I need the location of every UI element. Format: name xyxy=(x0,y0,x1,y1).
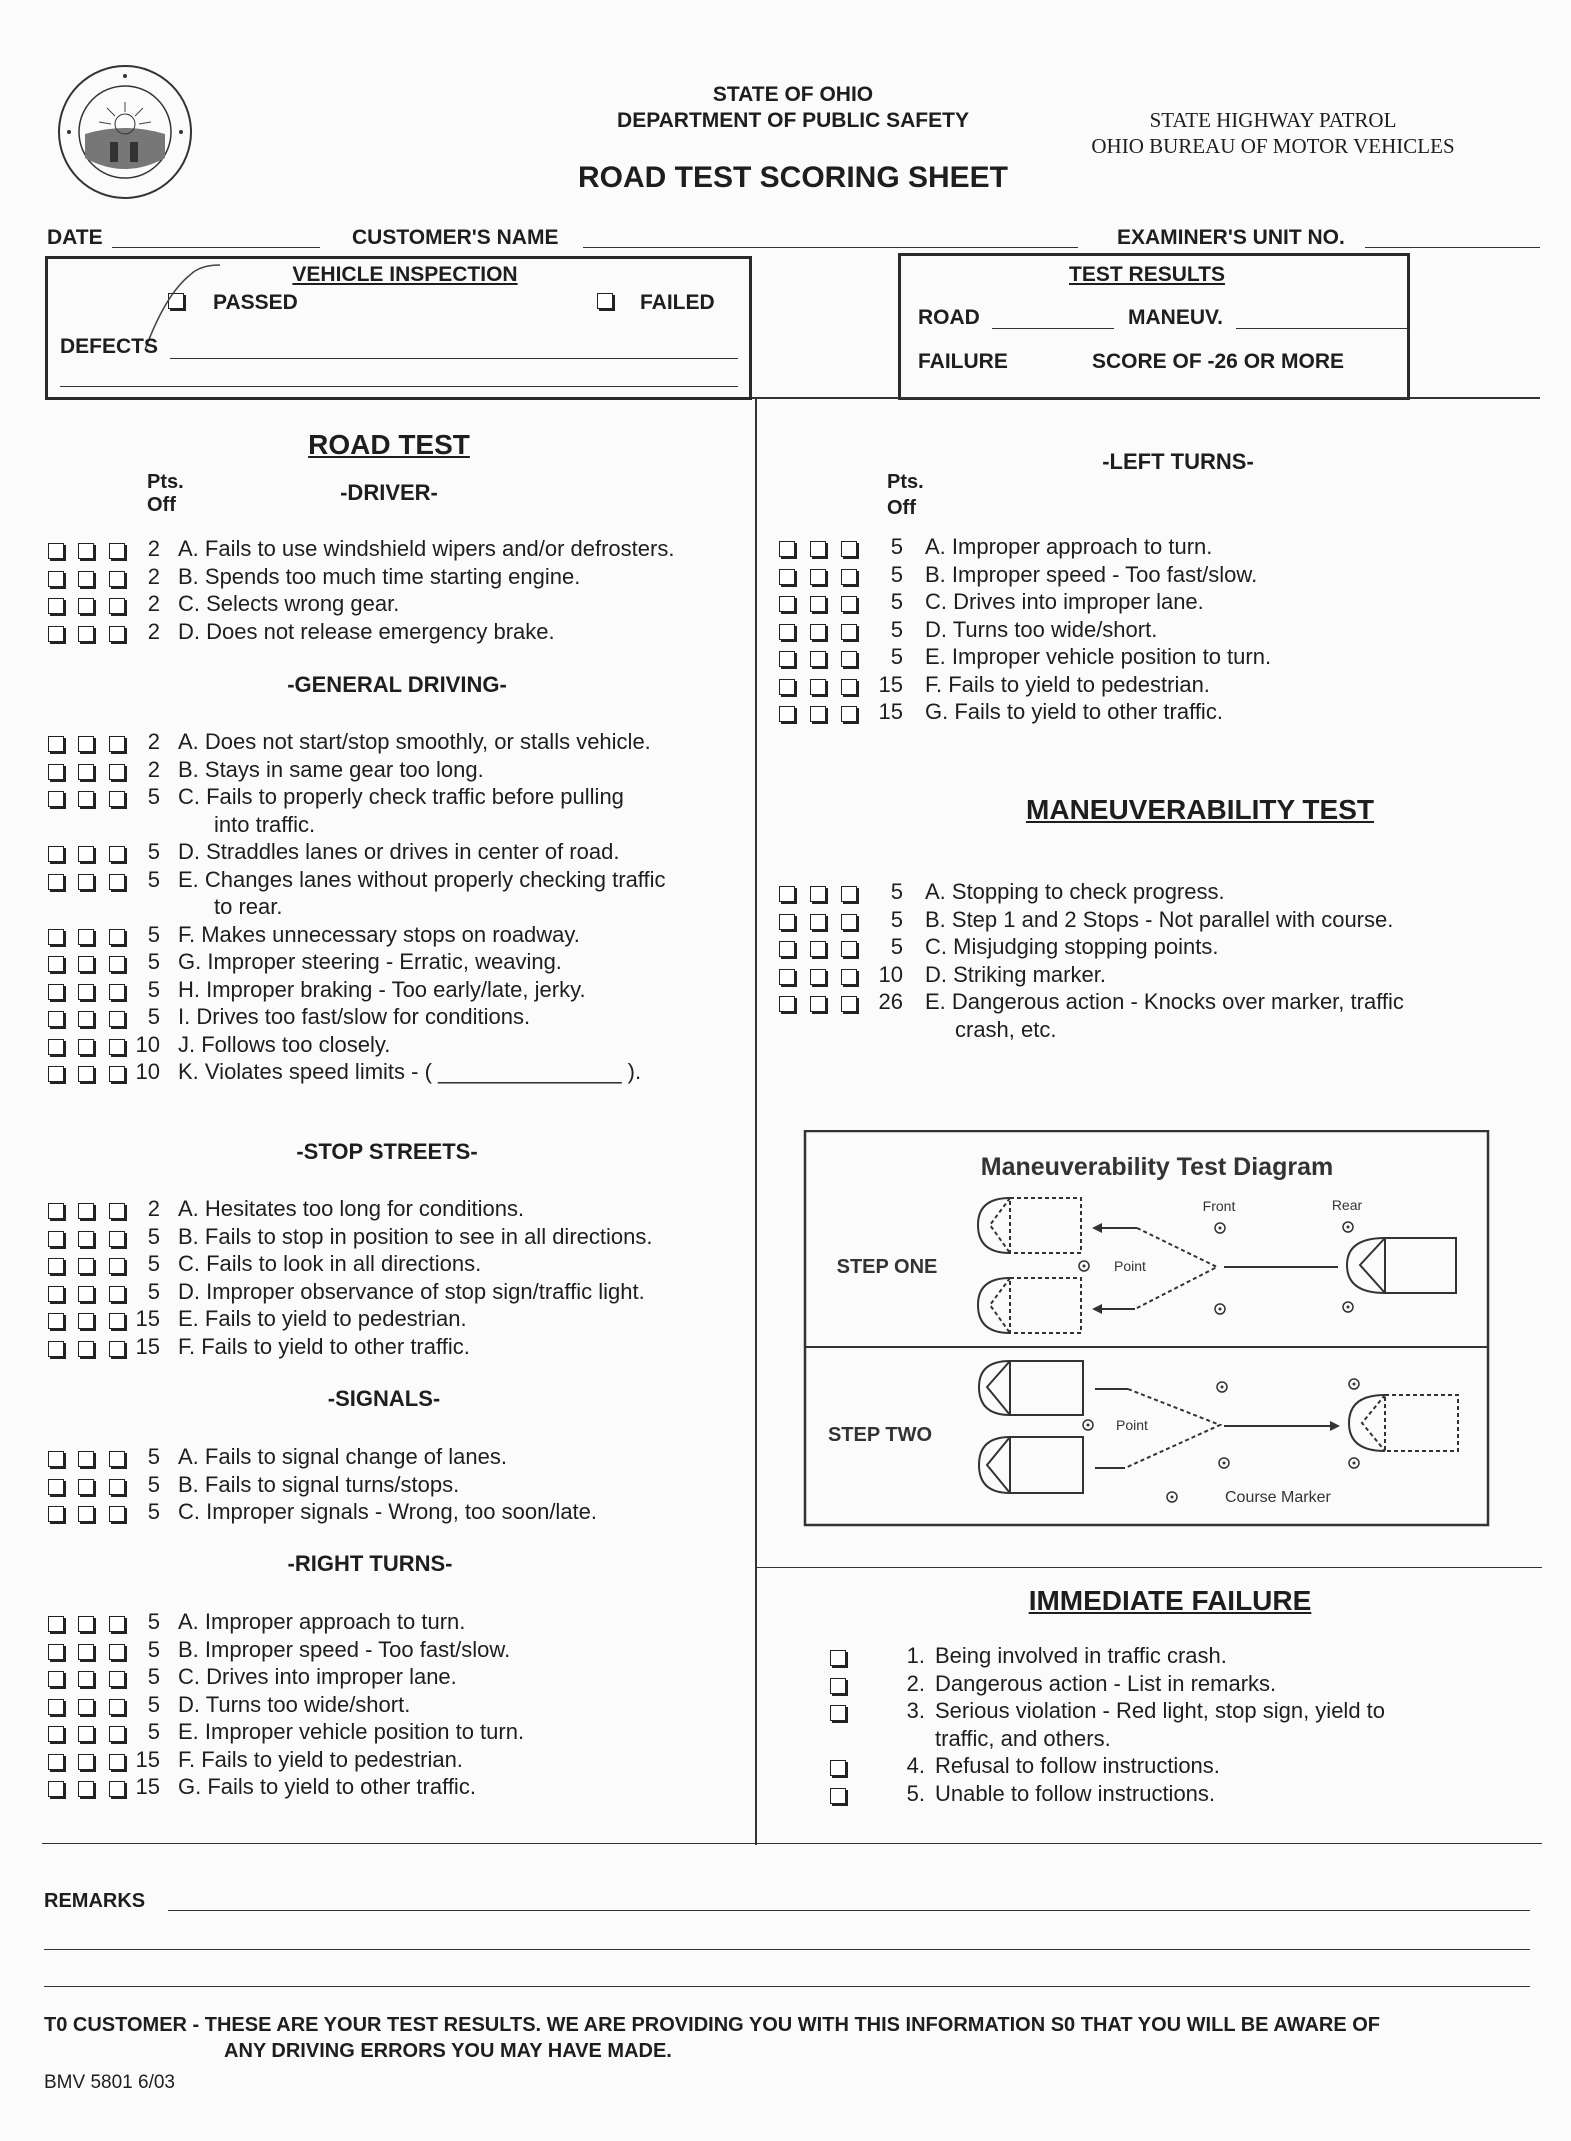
score-checkbox[interactable] xyxy=(78,543,94,559)
score-checkbox[interactable] xyxy=(78,1313,94,1329)
divider xyxy=(755,1567,1542,1568)
score-checkbox[interactable] xyxy=(78,956,94,972)
column-divider xyxy=(755,399,757,1845)
score-checkbox[interactable] xyxy=(779,541,795,557)
points-value: 5 xyxy=(147,1691,160,1717)
defects-field[interactable] xyxy=(170,358,738,359)
score-checkbox[interactable] xyxy=(78,1451,94,1467)
item-text: A. Stopping to check progress. xyxy=(925,879,1225,904)
diagram-frame xyxy=(805,1131,1488,1525)
score-checkbox[interactable] xyxy=(78,1286,94,1302)
item-text: E. Dangerous action - Knocks over marker, traffic xyxy=(925,989,1404,1014)
score-checkbox[interactable] xyxy=(48,1286,64,1302)
item-text: E. Changes lanes without properly checking traffic xyxy=(178,866,666,892)
driver-heading: -DRIVER- xyxy=(340,480,438,505)
item-text: Dangerous action - List in remarks. xyxy=(935,1670,1277,1696)
points-value: 2. xyxy=(906,1670,925,1696)
car-outline-dashed xyxy=(1362,1395,1458,1451)
score-checkbox[interactable] xyxy=(841,969,857,985)
score-checkbox[interactable] xyxy=(78,1616,94,1632)
score-checkbox[interactable] xyxy=(48,1451,64,1467)
score-checkbox[interactable] xyxy=(841,541,857,557)
score-checkbox[interactable] xyxy=(48,874,64,890)
date-field[interactable] xyxy=(112,247,320,248)
score-checkbox[interactable] xyxy=(78,1203,94,1219)
score-checkbox[interactable] xyxy=(810,624,826,640)
score-checkbox[interactable] xyxy=(48,846,64,862)
points-value: 5 xyxy=(890,534,903,559)
points-value: 15 xyxy=(878,699,903,724)
points-value: 5 xyxy=(147,1278,160,1304)
score-checkbox[interactable] xyxy=(48,1039,64,1055)
car-outline-dashed xyxy=(990,1278,1081,1333)
test-results-title: TEST RESULTS xyxy=(1069,263,1225,286)
divider xyxy=(42,1843,1542,1844)
item-text: A. Fails to use windshield wipers and/or defrosters. xyxy=(178,536,675,561)
item-text: G. Fails to yield to other traffic. xyxy=(925,699,1223,724)
score-checkbox[interactable] xyxy=(810,541,826,557)
points-value: 2 xyxy=(147,729,160,754)
item-text: C. Drives into improper lane. xyxy=(925,589,1204,614)
item-text: C. Selects wrong gear. xyxy=(178,591,400,616)
points-value: 5 xyxy=(890,561,903,587)
step-two-label: STEP TWO xyxy=(827,1424,933,1446)
score-checkbox[interactable] xyxy=(779,969,795,985)
points-value: 5 xyxy=(890,934,903,959)
form-id: BMV 5801 6/03 xyxy=(44,2072,175,2093)
department-heading: DEPARTMENT OF PUBLIC SAFETY xyxy=(617,109,969,132)
maneuv-score-field[interactable] xyxy=(1236,328,1410,329)
item-text: B. Improper speed - Too fast/slow. xyxy=(925,561,1258,587)
item-text: A. Improper approach to turn. xyxy=(178,1609,466,1634)
score-checkbox[interactable] xyxy=(48,571,64,587)
score-checkbox[interactable] xyxy=(841,706,857,722)
score-checkbox[interactable] xyxy=(48,1203,64,1219)
vehicle-inspection-title: VEHICLE INSPECTION xyxy=(292,263,518,286)
points-value: 2 xyxy=(147,536,160,561)
score-checkbox[interactable] xyxy=(48,764,64,780)
score-checkbox[interactable] xyxy=(48,929,64,945)
points-value: 5 xyxy=(890,879,903,904)
score-checkbox[interactable] xyxy=(48,1644,64,1660)
score-checkbox[interactable] xyxy=(48,1479,64,1495)
points-value: 15 xyxy=(878,671,903,697)
customer-notice-line-2: ANY DRIVING ERRORS YOU MAY HAVE MADE. xyxy=(224,2040,672,2062)
score-checkbox[interactable] xyxy=(78,598,94,614)
item-text: G. Fails to yield to other traffic. xyxy=(178,1774,476,1799)
points-value: 2 xyxy=(147,618,160,644)
score-checkbox[interactable] xyxy=(78,1341,94,1357)
points-value: 3. xyxy=(906,1698,925,1723)
score-checkbox[interactable] xyxy=(78,1258,94,1274)
points-value: 5 xyxy=(147,1471,160,1497)
right-turns-heading: -RIGHT TURNS- xyxy=(287,1551,453,1576)
item-text-continued: to rear. xyxy=(214,894,283,919)
score-checkbox[interactable] xyxy=(810,886,826,902)
score-checkbox[interactable] xyxy=(779,914,795,930)
score-checkbox[interactable] xyxy=(779,706,795,722)
score-checkbox[interactable] xyxy=(48,1616,64,1632)
course-marker-label: Course Marker xyxy=(1225,1489,1331,1506)
points-value: 1. xyxy=(906,1643,925,1668)
points-value: 15 xyxy=(135,1333,160,1359)
arrow-head xyxy=(1092,1223,1102,1233)
score-checkbox[interactable] xyxy=(810,969,826,985)
score-checkbox[interactable] xyxy=(48,1231,64,1247)
item-text: J. Follows too closely. xyxy=(178,1031,391,1057)
item-text: F. Fails to yield to pedestrian. xyxy=(178,1746,463,1772)
item-text: E. Improper vehicle position to turn. xyxy=(178,1719,525,1744)
score-checkbox[interactable] xyxy=(78,764,94,780)
bureau-heading: OHIO BUREAU OF MOTOR VEHICLES xyxy=(1091,134,1455,158)
score-checkbox[interactable] xyxy=(779,651,795,667)
item-text: C. Fails to properly check traffic before pulling xyxy=(178,784,624,809)
points-value: 5 xyxy=(890,616,903,642)
road-test-title: ROAD TEST xyxy=(308,429,470,460)
item-text: Being involved in traffic crash. xyxy=(935,1643,1227,1668)
remarks-field-line-3[interactable] xyxy=(44,1986,1530,1987)
customer-name-field[interactable] xyxy=(583,247,1078,248)
points-value: 5 xyxy=(147,921,160,947)
score-checkbox[interactable] xyxy=(48,1754,64,1770)
points-value: 10 xyxy=(135,1059,160,1084)
failure-label: FAILURE xyxy=(918,350,1008,373)
road-score-label: ROAD xyxy=(918,306,980,329)
points-value: 2 xyxy=(147,563,160,589)
car-front xyxy=(1349,1395,1385,1451)
defects-label: DEFECTS xyxy=(60,335,159,358)
road-score-field[interactable] xyxy=(992,328,1114,329)
score-checkbox[interactable] xyxy=(48,736,64,752)
score-checkbox[interactable] xyxy=(810,569,826,585)
item-text: D. Turns too wide/short. xyxy=(178,1691,411,1717)
score-checkbox[interactable] xyxy=(810,941,826,957)
item-text: F. Makes unnecessary stops on roadway. xyxy=(178,921,580,947)
score-checkbox[interactable] xyxy=(841,596,857,612)
failure-score-text: SCORE OF -26 OR MORE xyxy=(1092,350,1345,373)
score-checkbox[interactable] xyxy=(779,569,795,585)
score-checkbox[interactable] xyxy=(48,1671,64,1687)
score-checkbox[interactable] xyxy=(78,874,94,890)
pts-label: Pts. xyxy=(147,471,184,493)
points-value: 5 xyxy=(147,1223,160,1249)
page-title: ROAD TEST SCORING SHEET xyxy=(577,161,1009,194)
item-text: K. Violates speed limits - ( _______________ ). xyxy=(178,1059,642,1084)
points-value: 15 xyxy=(135,1746,160,1772)
score-checkbox[interactable] xyxy=(810,706,826,722)
score-checkbox[interactable] xyxy=(48,1506,64,1522)
left-turns-heading: -LEFT TURNS- xyxy=(1102,449,1254,474)
item-text: D. Turns too wide/short. xyxy=(925,616,1158,642)
points-value: 10 xyxy=(135,1031,160,1057)
item-text: B. Spends too much time starting engine. xyxy=(178,563,581,589)
item-text: C. Fails to look in all directions. xyxy=(178,1251,482,1276)
item-text: A. Improper approach to turn. xyxy=(925,534,1213,559)
score-checkbox[interactable] xyxy=(841,651,857,667)
score-checkbox[interactable] xyxy=(78,1231,94,1247)
item-text: A. Hesitates too long for conditions. xyxy=(178,1196,525,1221)
car-outline-solid xyxy=(979,1437,1083,1493)
score-checkbox[interactable] xyxy=(48,1011,64,1027)
item-text: C. Misjudging stopping points. xyxy=(925,934,1219,959)
score-checkbox[interactable] xyxy=(841,679,857,695)
score-checkbox[interactable] xyxy=(78,736,94,752)
diagram-title: Maneuverability Test Diagram xyxy=(980,1153,1334,1181)
examiner-unit-label: EXAMINER'S UNIT NO. xyxy=(1117,226,1345,249)
score-checkbox[interactable] xyxy=(78,1011,94,1027)
score-checkbox[interactable] xyxy=(810,996,826,1012)
points-value: 5 xyxy=(147,976,160,1002)
patrol-heading: STATE HIGHWAY PATROL xyxy=(1149,108,1397,132)
score-checkbox[interactable] xyxy=(48,791,64,807)
rear-label: Rear xyxy=(1331,1197,1363,1213)
points-value: 5 xyxy=(147,1636,160,1662)
item-text: D. Does not release emergency brake. xyxy=(178,618,555,644)
points-value: 2 xyxy=(147,756,160,782)
score-checkbox[interactable] xyxy=(78,1039,94,1055)
points-value: 26 xyxy=(878,989,903,1014)
item-text: E. Improper vehicle position to turn. xyxy=(925,644,1272,669)
path-dashed xyxy=(1135,1228,1217,1309)
item-text: E. Fails to yield to pedestrian. xyxy=(178,1306,467,1331)
score-checkbox[interactable] xyxy=(78,984,94,1000)
score-checkbox[interactable] xyxy=(810,596,826,612)
date-label: DATE xyxy=(47,226,103,249)
item-text: F. Fails to yield to other traffic. xyxy=(178,1333,470,1359)
pts-label-right: Pts. xyxy=(887,471,924,493)
off-label: Off xyxy=(147,494,176,516)
score-checkbox[interactable] xyxy=(78,571,94,587)
points-value: 15 xyxy=(135,1306,160,1331)
score-checkbox[interactable] xyxy=(779,941,795,957)
maneuv-score-label: MANEUV. xyxy=(1128,306,1223,329)
score-checkbox[interactable] xyxy=(841,886,857,902)
score-checkbox[interactable] xyxy=(48,956,64,972)
item-text: D. Striking marker. xyxy=(925,961,1106,987)
car-outline-solid xyxy=(979,1361,1083,1415)
score-checkbox[interactable] xyxy=(779,886,795,902)
item-text: C. Improper signals - Wrong, too soon/late. xyxy=(178,1499,598,1524)
item-text: B. Fails to signal turns/stops. xyxy=(178,1471,460,1497)
ohio-seal-logo xyxy=(55,62,195,202)
score-checkbox[interactable] xyxy=(78,1671,94,1687)
score-checkbox[interactable] xyxy=(48,598,64,614)
score-checkbox[interactable] xyxy=(78,1699,94,1715)
item-text: Refusal to follow instructions. xyxy=(935,1753,1220,1778)
score-checkbox[interactable] xyxy=(48,626,64,642)
car-outline-solid xyxy=(1347,1238,1456,1293)
item-text: B. Improper speed - Too fast/slow. xyxy=(178,1636,511,1662)
points-value: 5 xyxy=(147,839,160,864)
arrow-head xyxy=(1330,1421,1340,1431)
remarks-field[interactable] xyxy=(168,1910,1530,1911)
item-text: Unable to follow instructions. xyxy=(935,1780,1216,1806)
item-text: C. Drives into improper lane. xyxy=(178,1664,457,1689)
points-value: 5 xyxy=(890,906,903,932)
score-checkbox[interactable] xyxy=(810,914,826,930)
score-checkbox[interactable] xyxy=(48,1066,64,1082)
general-driving-heading: -GENERAL DRIVING- xyxy=(287,672,507,697)
divider xyxy=(752,397,1540,399)
item-text: D. Improper observance of stop sign/traffic light. xyxy=(178,1278,645,1304)
score-checkbox[interactable] xyxy=(841,941,857,957)
item-text: D. Straddles lanes or drives in center of road. xyxy=(178,839,620,864)
score-checkbox[interactable] xyxy=(78,929,94,945)
score-checkbox[interactable] xyxy=(78,626,94,642)
score-checkbox[interactable] xyxy=(779,596,795,612)
score-checkbox[interactable] xyxy=(810,679,826,695)
score-checkbox[interactable] xyxy=(48,1726,64,1742)
points-value: 5 xyxy=(147,1719,160,1744)
item-text: F. Fails to yield to pedestrian. xyxy=(925,671,1210,697)
score-checkbox[interactable] xyxy=(78,1754,94,1770)
item-text: B. Step 1 and 2 Stops - Not parallel with course. xyxy=(925,906,1394,932)
points-value: 5 xyxy=(890,589,903,614)
signals-heading: -SIGNALS- xyxy=(327,1386,441,1411)
score-checkbox[interactable] xyxy=(841,914,857,930)
failed-label: FAILED xyxy=(640,291,715,314)
immediate-failure-title: IMMEDIATE FAILURE xyxy=(1028,1585,1312,1616)
score-checkbox[interactable] xyxy=(48,984,64,1000)
points-value: 5. xyxy=(906,1780,925,1806)
customer-name-label: CUSTOMER'S NAME xyxy=(352,226,559,249)
off-label-right: Off xyxy=(887,497,916,519)
item-text-continued: crash, etc. xyxy=(955,1016,1057,1042)
step-one-label: STEP ONE xyxy=(836,1256,938,1278)
points-value: 5 xyxy=(147,1004,160,1029)
points-value: 2 xyxy=(147,1196,160,1221)
examiner-unit-field[interactable] xyxy=(1365,247,1540,248)
passed-label: PASSED xyxy=(213,291,298,314)
front-label: Front xyxy=(1202,1198,1236,1214)
score-checkbox[interactable] xyxy=(48,543,64,559)
maneuverability-test-title: MANEUVERABILITY TEST xyxy=(1026,794,1374,825)
points-value: 2 xyxy=(147,591,160,616)
score-checkbox[interactable] xyxy=(78,1479,94,1495)
score-checkbox[interactable] xyxy=(48,1258,64,1274)
points-value: 5 xyxy=(147,1251,160,1276)
score-checkbox[interactable] xyxy=(779,624,795,640)
maneuverability-diagram xyxy=(800,1130,1500,1530)
item-text: A. Fails to signal change of lanes. xyxy=(178,1444,507,1469)
score-checkbox[interactable] xyxy=(78,791,94,807)
item-text-continued: traffic, and others. xyxy=(935,1725,1111,1751)
item-text: I. Drives too fast/slow for conditions. xyxy=(178,1004,531,1029)
item-text: B. Fails to stop in position to see in all directions. xyxy=(178,1223,653,1249)
score-checkbox[interactable] xyxy=(78,846,94,862)
score-checkbox[interactable] xyxy=(78,1726,94,1742)
points-value: 5 xyxy=(147,949,160,974)
arrow-head xyxy=(1092,1304,1102,1314)
score-checkbox[interactable] xyxy=(841,996,857,1012)
score-checkbox[interactable] xyxy=(48,1781,64,1797)
state-heading: STATE OF OHIO xyxy=(712,83,874,106)
score-checkbox[interactable] xyxy=(841,569,857,585)
item-text: G. Improper steering - Erratic, weaving. xyxy=(178,949,562,974)
score-checkbox[interactable] xyxy=(830,1678,846,1694)
score-checkbox[interactable] xyxy=(841,624,857,640)
item-text: A. Does not start/stop smoothly, or stalls vehicle. xyxy=(178,729,651,754)
score-checkbox[interactable] xyxy=(810,651,826,667)
points-value: 5 xyxy=(147,1609,160,1634)
customer-notice: T0 CUSTOMER - THESE ARE YOUR TEST RESULTS. WE ARE PROVIDING YOU WITH THIS INFORMATION S0 THAT YOU WILL BE AWARE OF xyxy=(44,2014,1380,2036)
score-checkbox[interactable] xyxy=(830,1788,846,1804)
item-text: H. Improper braking - Too early/late, jerky. xyxy=(178,976,586,1002)
points-value: 10 xyxy=(878,961,903,987)
point-label: Point xyxy=(1114,1258,1146,1274)
score-checkbox[interactable] xyxy=(779,996,795,1012)
remarks-label: REMARKS xyxy=(44,1890,146,1912)
points-value: 5 xyxy=(147,1499,160,1524)
stop-streets-heading: -STOP STREETS- xyxy=(296,1139,478,1164)
score-checkbox[interactable] xyxy=(78,1506,94,1522)
score-checkbox[interactable] xyxy=(830,1760,846,1776)
score-checkbox[interactable] xyxy=(48,1699,64,1715)
score-checkbox[interactable] xyxy=(78,1644,94,1660)
score-checkbox[interactable] xyxy=(779,679,795,695)
points-value: 5 xyxy=(890,644,903,669)
points-value: 4. xyxy=(906,1753,925,1778)
score-checkbox[interactable] xyxy=(48,1341,64,1357)
score-checkbox[interactable] xyxy=(48,1313,64,1329)
score-checkbox[interactable] xyxy=(830,1650,846,1666)
points-value: 5 xyxy=(147,784,160,809)
failed-checkbox[interactable] xyxy=(597,293,613,309)
item-text-continued: into traffic. xyxy=(214,811,316,837)
point-label: Point xyxy=(1116,1417,1148,1433)
car-outline-dashed xyxy=(990,1198,1081,1253)
item-text: Serious violation - Red light, stop sign, yield to xyxy=(935,1698,1386,1723)
defects-field-line-2[interactable] xyxy=(60,386,738,387)
score-checkbox[interactable] xyxy=(830,1705,846,1721)
points-value: 5 xyxy=(147,1444,160,1469)
points-value: 5 xyxy=(147,866,160,892)
points-value: 15 xyxy=(135,1774,160,1799)
item-text: B. Stays in same gear too long. xyxy=(178,756,484,782)
points-value: 5 xyxy=(147,1664,160,1689)
remarks-field-line-2[interactable] xyxy=(44,1949,1530,1950)
score-checkbox[interactable] xyxy=(78,1066,94,1082)
score-checkbox[interactable] xyxy=(78,1781,94,1797)
